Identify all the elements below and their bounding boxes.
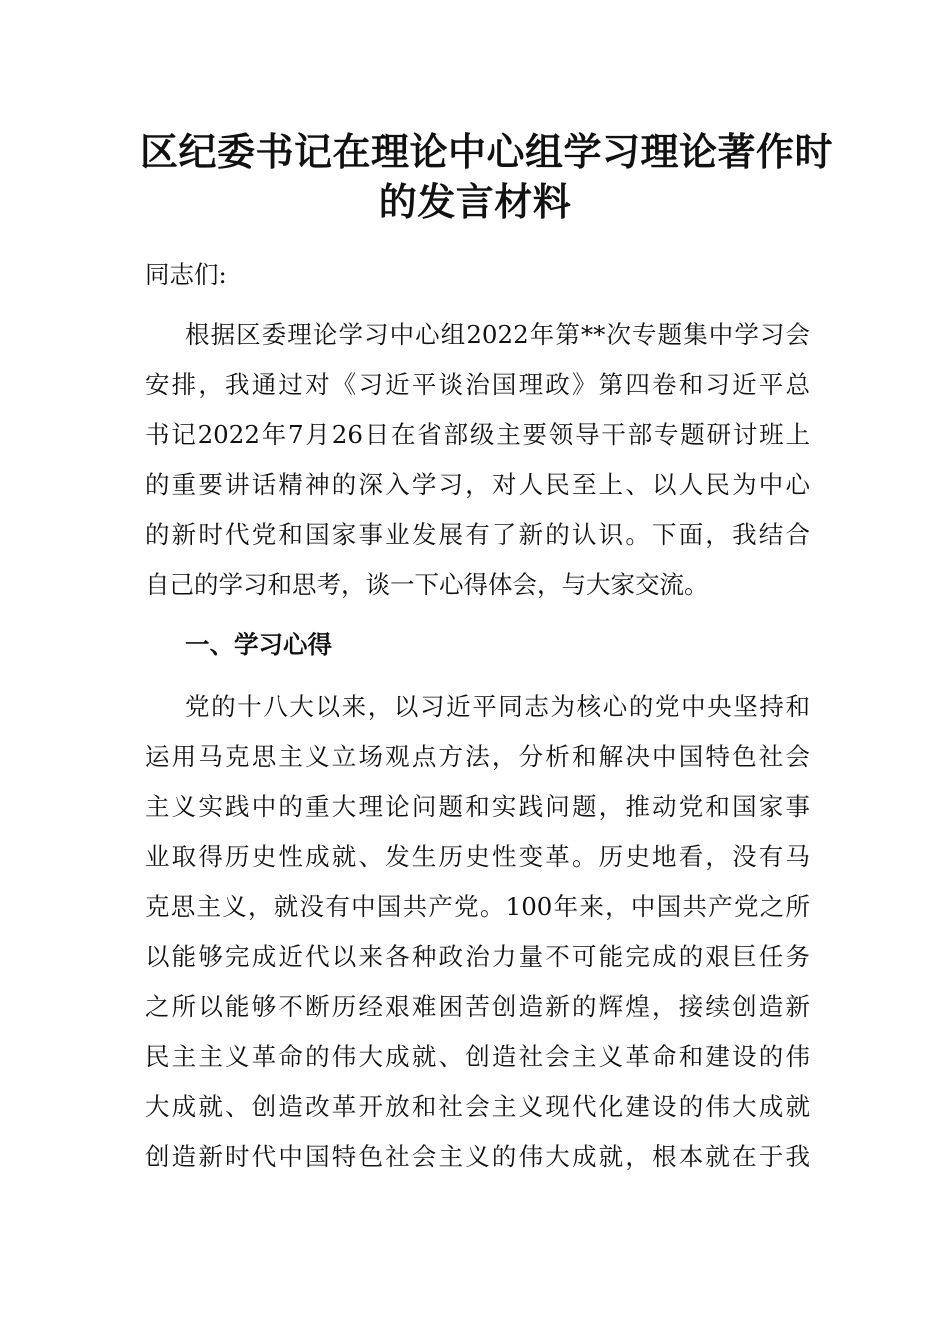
paragraph-2-line: 创造新时代中国特色社会主义的伟大成就，根本就在于我 [145, 1142, 810, 1171]
paragraph-1-line: 的重要讲话精神的深入学习，对人民至上、以人民为中心 [145, 470, 810, 499]
paragraph-2-line: 主义实践中的重大理论问题和实践问题，推动党和国家事 [145, 792, 810, 821]
paragraph-2-line: 业取得历史性成就、发生历史性变革。历史地看，没有马 [145, 842, 810, 871]
greeting: 同志们: [145, 260, 227, 289]
paragraph-2-line: 运用马克思主义立场观点方法，分析和解决中国特色社会 [145, 742, 810, 771]
paragraph-2-line: 克思主义，就没有中国共产党。100年来，中国共产党之所 [145, 892, 810, 921]
paragraph-2-line: 以能够完成近代以来各种政治力量不可能完成的艰巨任务 [145, 942, 810, 971]
paragraph-1-line: 安排，我通过对《习近平谈治国理政》第四卷和习近平总 [145, 370, 810, 399]
section-heading: 一、学习心得 [185, 630, 332, 659]
paragraph-1-line: 的新时代党和国家事业发展有了新的认识。下面，我结合 [145, 520, 810, 549]
paragraph-1-line: 自己的学习和思考，谈一下心得体会，与大家交流。 [145, 570, 709, 599]
document-title-line-2: 的发言材料 [378, 179, 572, 224]
paragraph-1-line: 根据区委理论学习中心组2022年第**次专题集中学习会 [185, 320, 810, 349]
paragraph-2-line: 党的十八大以来，以习近平同志为核心的党中央坚持和 [185, 692, 810, 721]
paragraph-2-line: 民主主义革命的伟大成就、创造社会主义革命和建设的伟 [145, 1042, 810, 1071]
paragraph-2-line: 之所以能够不断历经艰难困苦创造新的辉煌，接续创造新 [145, 992, 810, 1021]
paragraph-1-line: 书记2022年7月26日在省部级主要领导干部专题研讨班上 [145, 420, 810, 449]
paragraph-2-line: 大成就、创造改革开放和社会主义现代化建设的伟大成就 [145, 1092, 810, 1121]
document-title-line-1: 区纪委书记在理论中心组学习理论著作时 [140, 129, 834, 174]
